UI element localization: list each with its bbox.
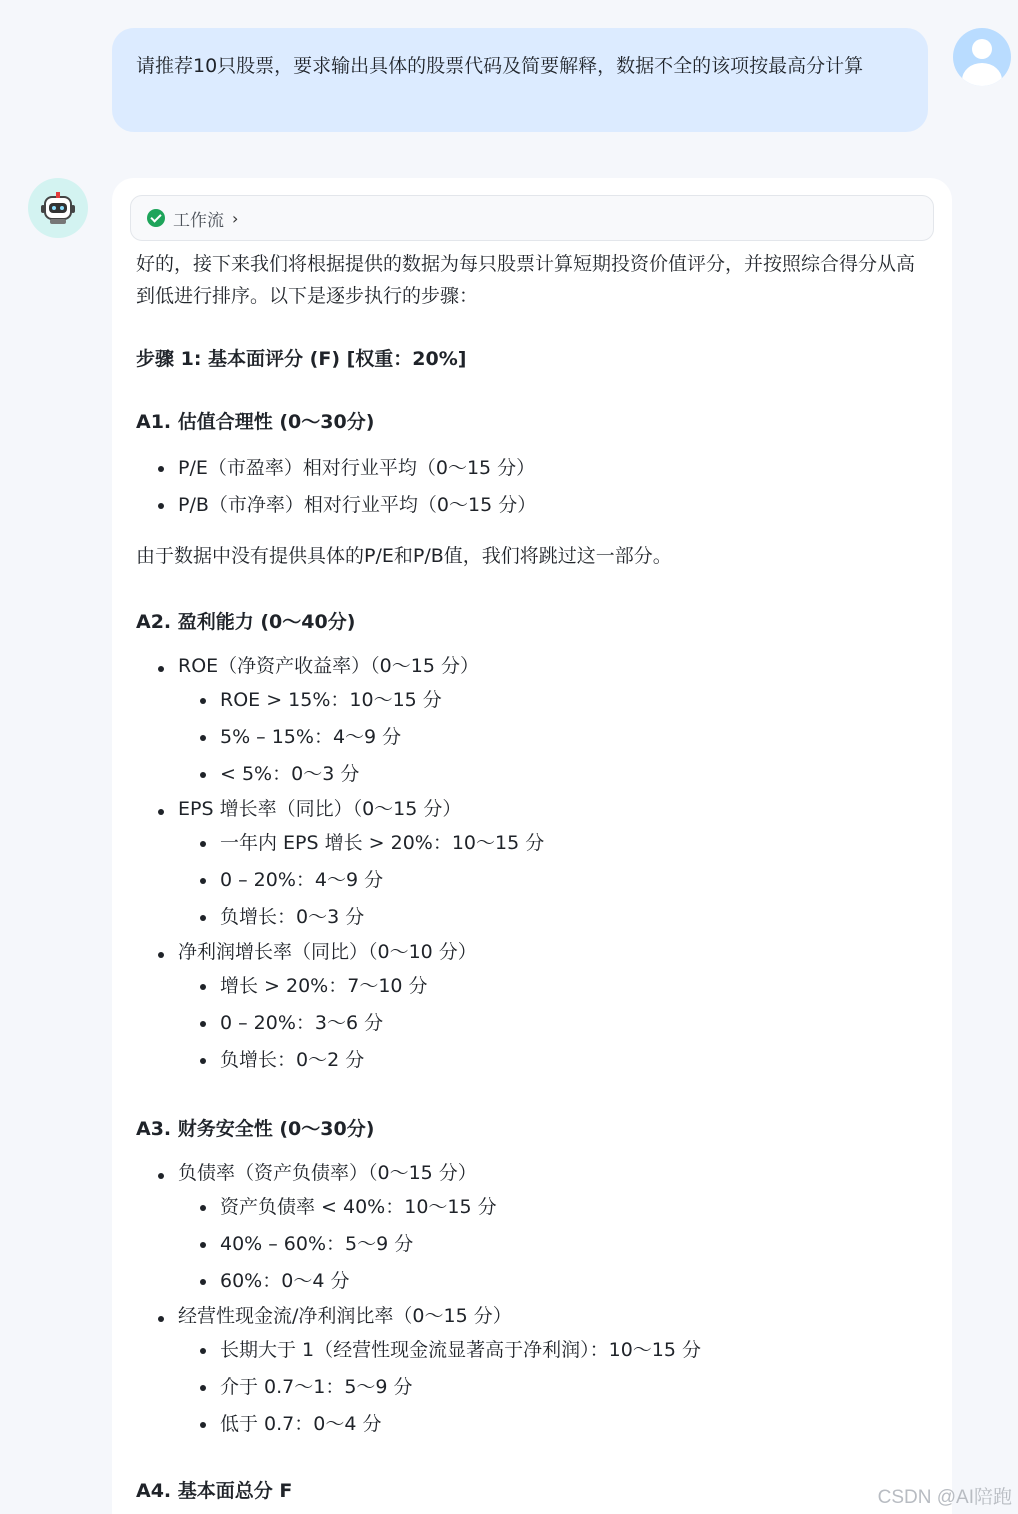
csdn-watermark: CSDN @AI陪跑	[877, 1487, 1012, 1508]
list-item: ROE（净资产收益率）（0～15 分） ROE > 15%：10～15 分 5% – 15%：4～9 分 < 5%：0～3 分	[136, 650, 926, 793]
sub-list-item: 负增长：0～3 分	[178, 899, 926, 936]
chevron-right-icon: ›	[232, 208, 239, 228]
sub-list-item: 低于 0.7：0～4 分	[178, 1406, 926, 1443]
sub-list-item: 40% – 60%：5～9 分	[178, 1226, 926, 1263]
user-avatar-head	[972, 39, 992, 59]
sub-list-item: 5% – 15%：4～9 分	[178, 719, 926, 756]
sub-list-item: 长期大于 1（经营性现金流显著高于净利润）：10～15 分	[178, 1332, 926, 1369]
a2-heading: A2. 盈利能力 (0～40分)	[136, 611, 356, 633]
robot-icon	[28, 178, 88, 238]
a3-list	[136, 1157, 926, 1443]
sub-list-item: 0 – 20%：4～9 分	[178, 862, 926, 899]
list-item: 经营性现金流/净利润比率（0～15 分） 长期大于 1（经营性现金流显著高于净利润）：10～15 分 介于 0.7～1：5～9 分 低于 0.7：0～4 分	[136, 1300, 926, 1443]
user-avatar[interactable]	[953, 28, 1011, 86]
a4-heading: A4. 基本面总分 F	[136, 1480, 293, 1502]
sub-list-item: 介于 0.7～1：5～9 分	[178, 1369, 926, 1406]
sub-list	[178, 825, 926, 936]
answer-content	[136, 248, 926, 1507]
sub-list	[178, 1189, 926, 1300]
list-item: EPS 增长率（同比）（0～15 分） 一年内 EPS 增长 > 20%：10～15 分 0 – 20%：4～9 分 负增长：0～3 分	[136, 793, 926, 936]
bot-avatar[interactable]	[28, 178, 88, 238]
sub-list	[178, 968, 926, 1079]
workflow-label: 工作流	[173, 210, 224, 231]
sub-list-item: 负增长：0～2 分	[178, 1042, 926, 1079]
sub-list-item: 一年内 EPS 增长 > 20%：10～15 分	[178, 825, 926, 862]
a1-heading: A1. 估值合理性 (0～30分)	[136, 411, 375, 433]
list-item: P/E（市盈率）相对行业平均（0～15 分）	[136, 450, 926, 487]
user-message-text: 请推荐10只股票，要求输出具体的股票代码及简要解释，数据不全的该项按最高分计算	[136, 55, 864, 77]
sub-list-item: 0 – 20%：3～6 分	[178, 1005, 926, 1042]
sub-list	[178, 1332, 926, 1443]
list-item: P/B（市净率）相对行业平均（0～15 分）	[136, 487, 926, 524]
step1-heading: 步骤 1: 基本面评分 (F) [权重：20%]	[136, 348, 467, 370]
check-circle-icon	[147, 209, 165, 227]
answer-intro: 好的，接下来我们将根据提供的数据为每只股票计算短期投资价值评分，并按照综合得分从高到低进行排序。以下是逐步执行的步骤：	[136, 253, 916, 307]
a1-note: 由于数据中没有提供具体的P/E和P/B值，我们将跳过这一部分。	[136, 545, 672, 567]
workflow-toggle[interactable]	[130, 195, 934, 241]
list-item: 负债率（资产负债率）（0～15 分） 资产负债率 < 40%：10～15 分 40% – 60%：5～9 分 60%：0～4 分	[136, 1157, 926, 1300]
sub-list-item: 增长 > 20%：7～10 分	[178, 968, 926, 1005]
user-message-bubble	[112, 28, 928, 132]
a1-list	[136, 450, 926, 524]
sub-list-item: ROE > 15%：10～15 分	[178, 682, 926, 719]
sub-list	[178, 682, 926, 793]
a3-heading: A3. 财务安全性 (0～30分)	[136, 1118, 375, 1140]
list-item: 净利润增长率（同比）（0～10 分） 增长 > 20%：7～10 分 0 – 20%：3～6 分 负增长：0～2 分	[136, 936, 926, 1079]
sub-list-item: 60%：0～4 分	[178, 1263, 926, 1300]
user-avatar-body	[962, 63, 1002, 86]
a2-list	[136, 650, 926, 1079]
sub-list-item: 资产负债率 < 40%：10～15 分	[178, 1189, 926, 1226]
sub-list-item: < 5%：0～3 分	[178, 756, 926, 793]
